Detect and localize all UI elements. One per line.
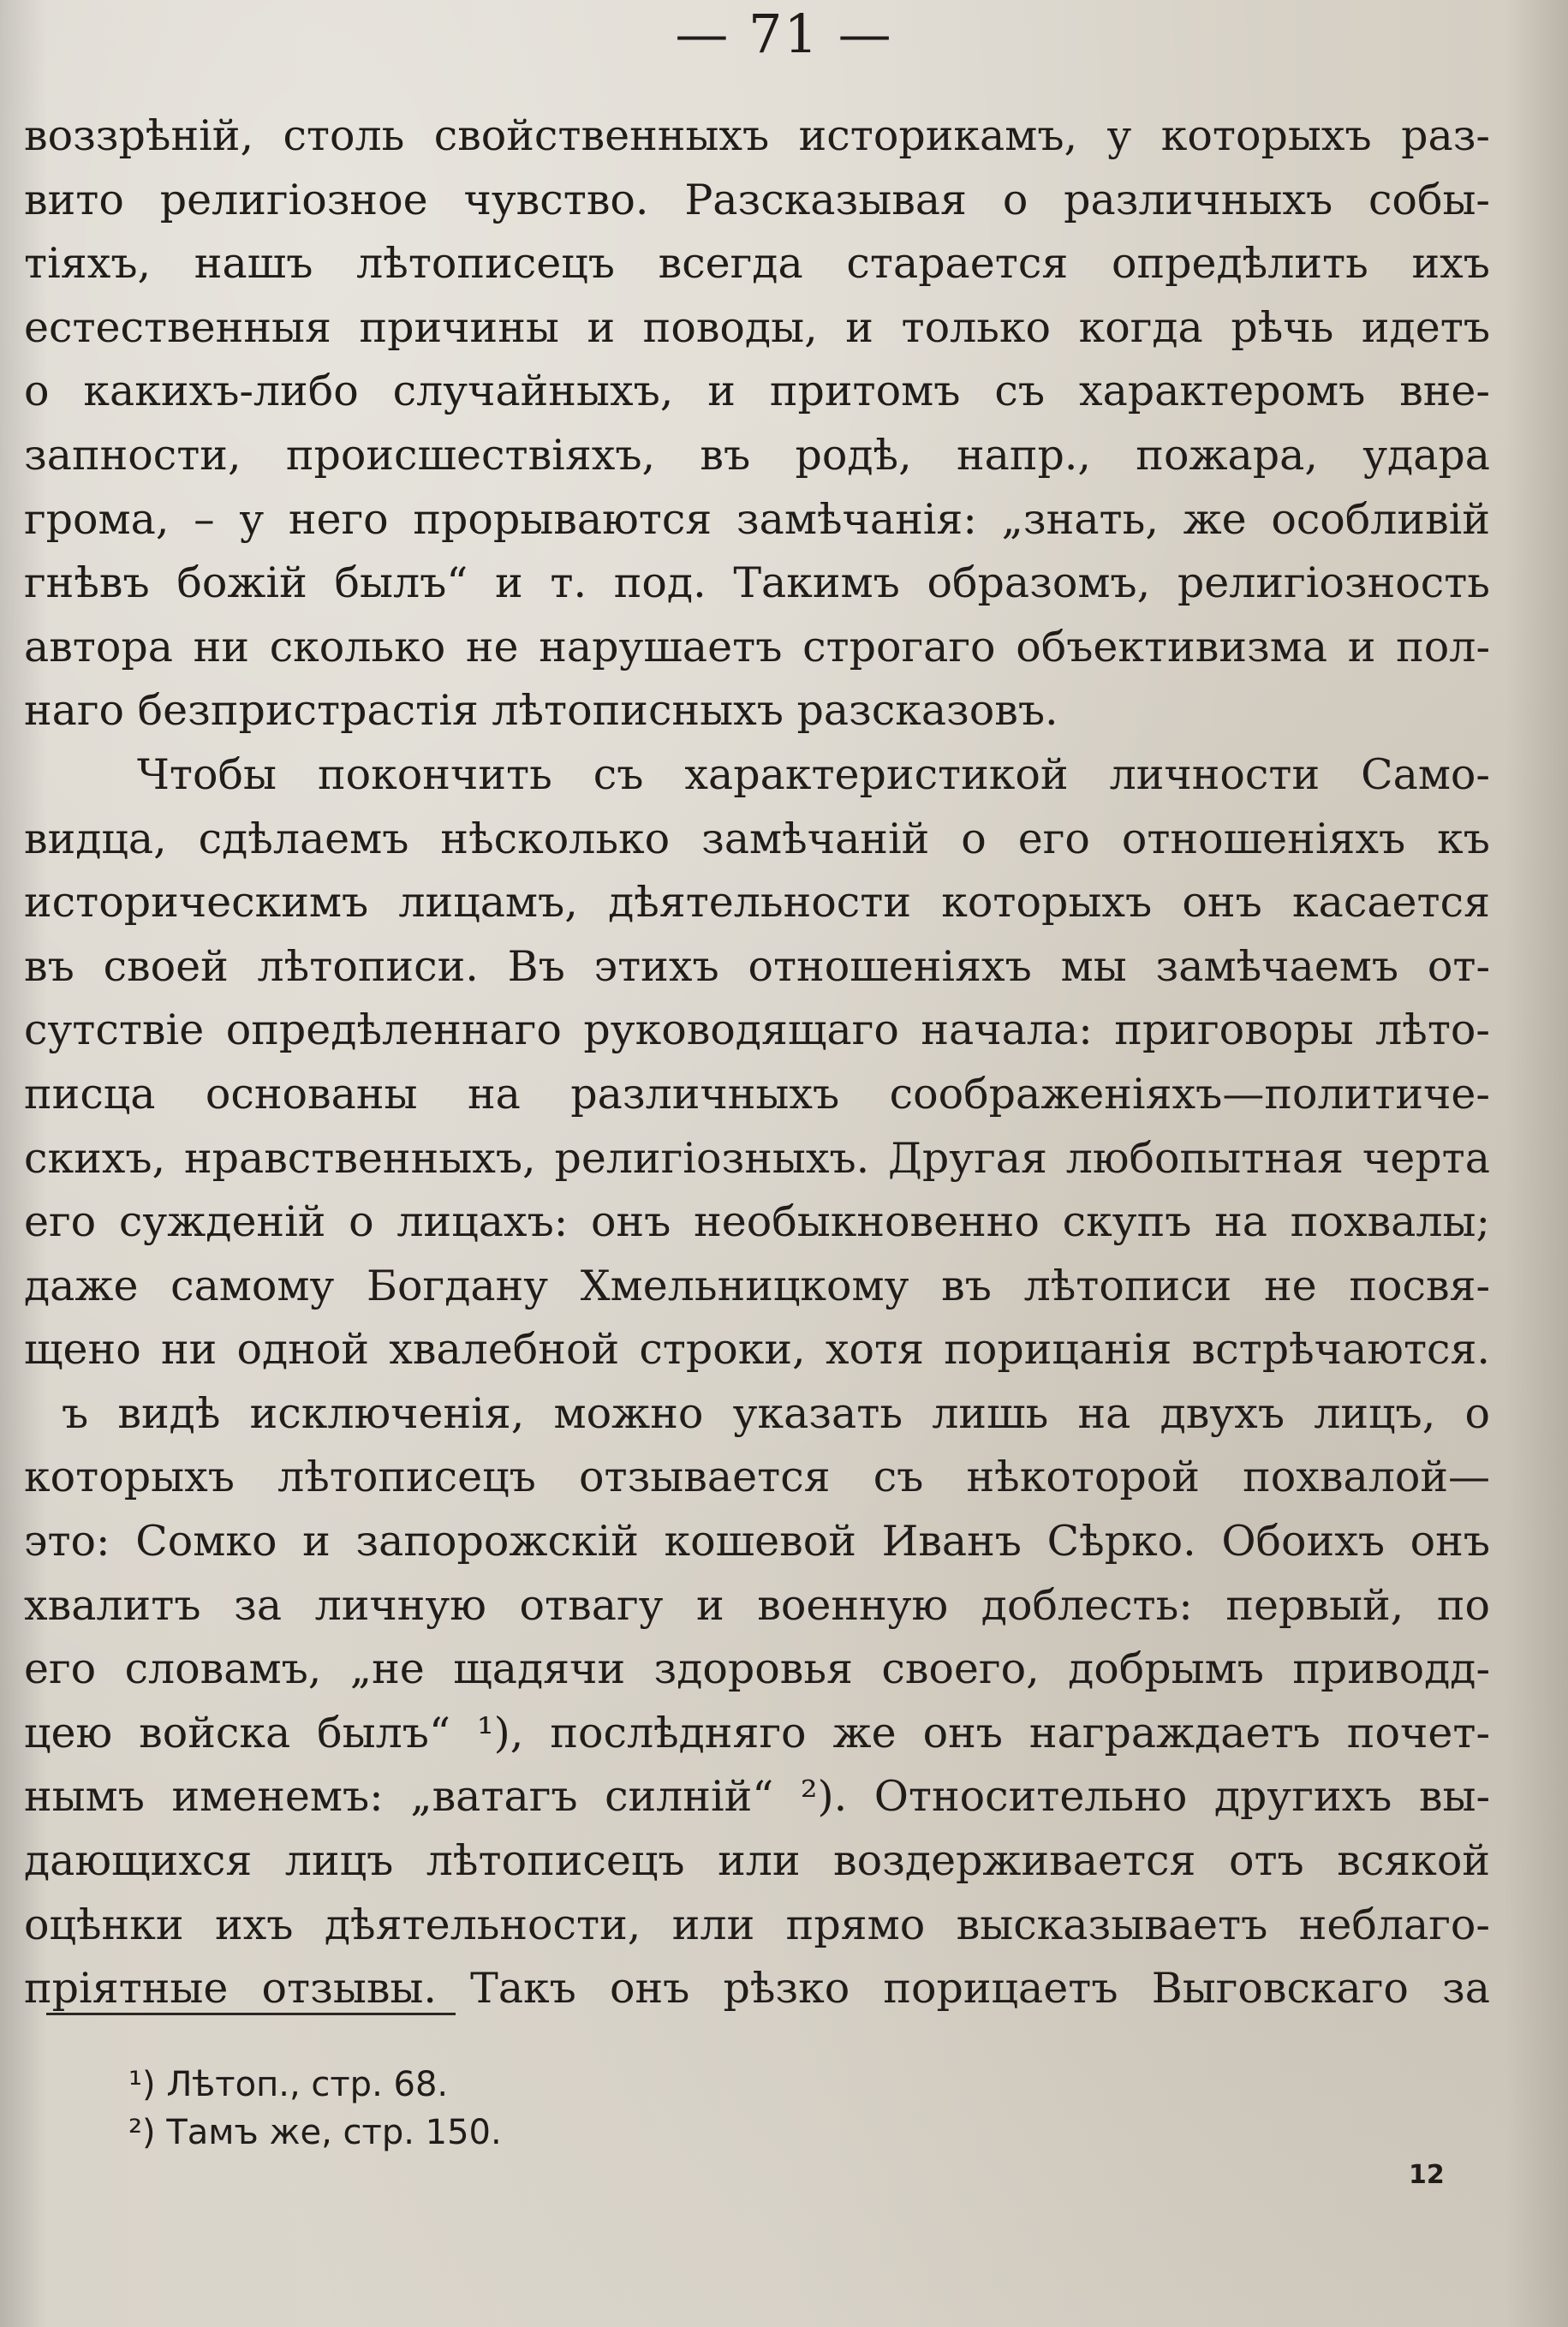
text-line: оцѣнки ихъ дѣятельности, или прямо высказываетъ неблаго- [24,1900,1490,1949]
text-line: естественныя причины и поводы, и только когда рѣчь идетъ [24,302,1490,352]
text-line: хвалитъ за личную отвагу и военную доблесть: первый, по [24,1580,1490,1630]
printer-signature-mark: 12 [1409,2160,1445,2190]
text-line: Чтобы покончить съ характеристикой личности Само- [137,749,1490,799]
body-text [24,104,1490,2021]
text-line: даже самому Богдану Хмельницкому въ лѣтописи не посвя- [24,1261,1490,1310]
text-line: видца, сдѣлаемъ нѣсколько замѣчаній о его отношеніяхъ къ [24,814,1490,863]
text-line: его словамъ, „не щадячи здоровья своего, добрымъ приводд- [24,1644,1490,1694]
text-line: его сужденій о лицахъ: онъ необыкновенно скупъ на похвалы; [24,1197,1490,1247]
text-line: наго безпристрастія лѣтописныхъ разсказовъ. [24,686,1058,736]
text-line: которыхъ лѣтописецъ отзывается съ нѣкоторой похвалой— [24,1453,1490,1502]
text-line: скихъ, нравственныхъ, религіозныхъ. Другая любопытная черта [24,1133,1490,1183]
footnote: ²) Тамъ же, стр. 150. [128,2113,502,2152]
text-line: гнѣвъ божій былъ“ и т. под. Такимъ образомъ, религіозность [24,558,1490,608]
text-line: нымъ именемъ: „ватагъ силній“ ²). Относительно другихъ вы- [24,1772,1490,1822]
text-line: пріятные отзывы. Такъ онъ рѣзко порицаетъ Выговскаго за [24,1964,1490,2014]
text-line: писца основаны на различныхъ соображеніяхъ—политиче- [24,1069,1490,1119]
text-line: о какихъ-либо случайныхъ, и притомъ съ характеромъ вне- [24,367,1490,416]
text-line: ъ видѣ исключенія, можно указать лишь на двухъ лицъ, о [62,1388,1490,1438]
text-line: дающихся лицъ лѣтописецъ или воздерживается отъ всякой [24,1836,1490,1886]
text-line: въ своей лѣтописи. Въ этихъ отношеніяхъ мы замѣчаемъ от- [24,941,1490,991]
footnote-divider [46,2013,456,2015]
text-line: это: Сомко и запорожскій кошевой Иванъ Сѣрко. Обоихъ онъ [24,1517,1490,1566]
text-line: историческимъ лицамъ, дѣятельности которыхъ онъ касается [24,878,1490,928]
text-line: тіяхъ, нашъ лѣтописецъ всегда старается опредѣлить ихъ [24,239,1490,289]
footnotes [128,2061,502,2157]
text-line: вито религіозное чувство. Разсказывая о различныхъ собы- [24,175,1490,224]
text-line: сутствіе опредѣленнаго руководящаго начала: приговоры лѣто- [24,1005,1490,1055]
text-line: грома, – у него прорываются замѣчанія: „знать, же особливій [24,494,1490,544]
text-line: воззрѣній, столь свойственныхъ историкамъ, у которыхъ раз- [24,111,1490,160]
text-line: запности, происшествіяхъ, въ родѣ, напр., пожара, удара [24,430,1490,480]
page-number: — 71 — [675,3,893,65]
footnote: ¹) Лѣтоп., стр. 68. [128,2065,449,2104]
text-line: щено ни одной хвалебной строки, хотя порицанія встрѣчаются. [24,1325,1490,1375]
text-line: автора ни сколько не нарушаетъ строгаго объективизма и пол- [24,622,1490,671]
text-line: цею войска былъ“ ¹), послѣдняго же онъ награждаетъ почет- [24,1708,1490,1757]
